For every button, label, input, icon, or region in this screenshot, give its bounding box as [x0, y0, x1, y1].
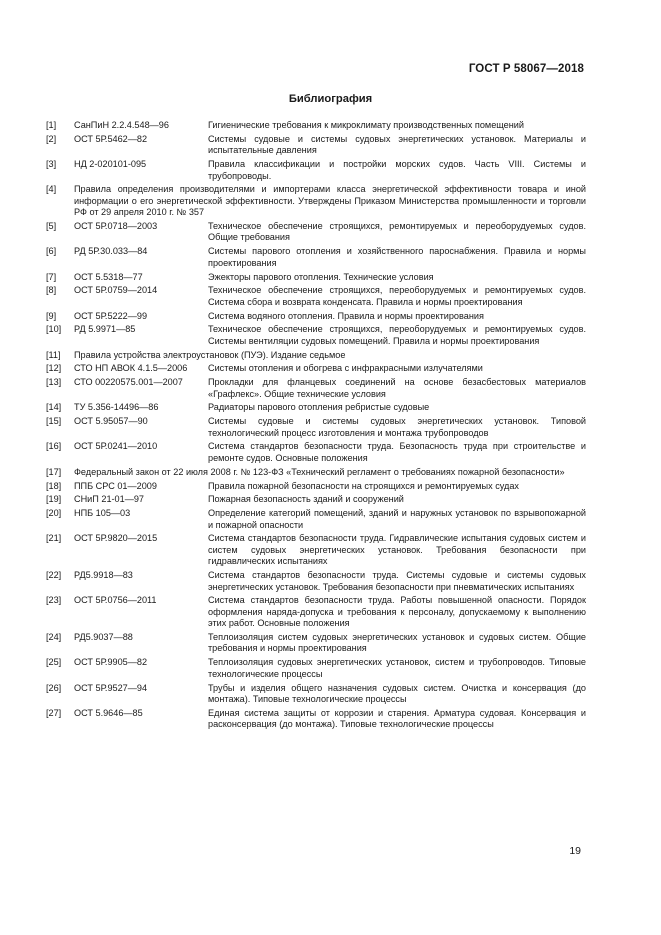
entry-title: Техническое обеспечение строящихся, переоборудуемых и ремонтируемых судов. Система сбора и возврата конденсата. Правила и нормы проектирования [208, 285, 586, 307]
entry-title: Гигиенические требования к микроклимату производственных помещений [208, 120, 524, 130]
entry-number: [11] [46, 349, 61, 360]
entry-number: [21] [46, 533, 62, 544]
entry-code: ОСТ 5Р.5222—99 [74, 310, 148, 321]
entry-title: Системы отопления и обогрева с инфракрасными излучателями [208, 363, 483, 374]
entry-number: [13] [46, 377, 62, 388]
bibliography-entry [46, 570, 586, 593]
entry-title: Правила классификации и постройки морских судов. Часть VIII. Системы и трубопроводы. [208, 159, 586, 181]
entry-title: Системы парового отопления и хозяйственного пароснабжения. Правила и нормы проектирования [208, 246, 586, 268]
page-number: 19 [569, 845, 581, 857]
entry-number: [16] [46, 441, 62, 452]
bibliography-entry [46, 285, 586, 308]
entry-title: Единая система защиты от коррозии и старения. Арматура судовая. Консервация и расконсервация (до монтажа). Типовые технологические процессы [208, 707, 586, 730]
entry-code: ОСТ 5Р.9905—82 [74, 657, 148, 668]
entry-code: СТО 00220575.001—2007 [74, 377, 183, 388]
entry-code: СанПиН 2.2.4.548—96 [74, 120, 169, 130]
entry-number: [25] [46, 657, 62, 668]
entry-number: [5] [46, 221, 57, 231]
bibliography-entry [46, 595, 586, 629]
bibliography-entry [46, 134, 586, 157]
entry-title: Теплоизоляция судовых энергетических установок, систем и трубопроводов. Типовые технологические процессы [208, 657, 586, 679]
entry-number: [18] [46, 480, 62, 491]
entry-number: [19] [46, 494, 62, 505]
bibliography-entry [46, 481, 586, 492]
bibliography-entry [46, 683, 586, 706]
entry-title: Системы судовые и системы судовых энергетических установок. Типовой технологический процесс изготовления и монтажа трубопроводов [208, 416, 586, 438]
entry-code: ППБ СРС 01—2009 [74, 480, 157, 491]
entry-code: НПБ 105—03 [74, 508, 131, 519]
entry-number: [9] [46, 310, 57, 321]
entry-number: [4] [46, 184, 57, 195]
entry-number: [10] [46, 324, 62, 335]
entry-number: [26] [46, 682, 62, 693]
entry-number: [20] [46, 508, 62, 519]
entry-title: Системы судовые и системы судовых энергетических установок. Материалы и испытательные давления [208, 133, 586, 156]
bibliography-entry [46, 402, 586, 413]
bibliography-entry [46, 467, 586, 478]
entry-code: РД5.9037—88 [74, 632, 133, 643]
entry-code: ОСТ 5Р.0718—2003 [74, 221, 158, 231]
bibliography-list [46, 120, 586, 733]
entry-code: ОСТ 5Р.0759—2014 [74, 285, 158, 296]
entry-title: Эжекторы парового отопления. Технические условия [208, 271, 434, 282]
entry-title: Федеральный закон от 22 июля 2008 г. № 123-ФЗ «Технический регламент о требованиях пожарной безопасности» [74, 466, 565, 477]
entry-code: ОСТ 5Р.9527—94 [74, 682, 148, 693]
bibliography-entry [46, 441, 586, 464]
entry-title: Правила устройства электроустановок (ПУЭ). Издание седьмое [74, 349, 346, 360]
entry-number: [6] [46, 246, 57, 257]
bibliography-entry [46, 311, 586, 322]
entry-code: ТУ 5.356-14496—86 [74, 402, 159, 413]
section-title: Библиография [288, 93, 373, 105]
entry-code: СТО НП АВОК 4.1.5—2006 [74, 363, 188, 374]
entry-number: [14] [46, 402, 62, 413]
entry-title: Пожарная безопасность зданий и сооружений [208, 494, 404, 505]
entry-number: [7] [46, 271, 57, 282]
bibliography-entry [46, 377, 586, 400]
bibliography-entry [46, 246, 586, 269]
bibliography-entry [46, 494, 586, 505]
bibliography-entry [46, 120, 586, 131]
bibliography-entry [46, 416, 586, 439]
entry-title: Теплоизоляция систем судовых энергетических установок и судовых систем. Общие требования и нормы проектирования [208, 632, 586, 654]
entry-title: Техническое обеспечение строящихся, ремонтируемых и переоборудуемых судов. Общие требования [208, 221, 586, 243]
bibliography-entry [46, 272, 586, 283]
entry-title: Система стандартов безопасности труда. Безопасность труда при строительстве и ремонте судов. Основные положения [208, 441, 586, 463]
entry-code: РД5.9918—83 [74, 570, 133, 581]
entry-number: [1] [46, 120, 57, 130]
bibliography-entry [46, 184, 586, 218]
bibliography-entry [46, 350, 586, 361]
entry-title: Правила определения производителями и импортерами класса энергетической эффективности товара и иной информации о его энергетической эффективности. Утверждены Приказом Министерства промышленности и торговли РФ от 29 апреля 2010 г. № 357 [74, 184, 586, 218]
entry-code: ОСТ 5Р.0241—2010 [74, 441, 158, 452]
bibliography-entry [46, 708, 586, 731]
entry-title: Определение категорий помещений, зданий и наружных установок по взрывопожарной и пожарной опасности [208, 508, 586, 530]
bibliography-entry [46, 324, 586, 347]
entry-number: [2] [46, 133, 57, 144]
entry-title: Радиаторы парового отопления ребристые судовые [208, 402, 430, 413]
entry-code: НД 2-020101-095 [74, 159, 147, 170]
entry-code: СНиП 21-01—97 [74, 494, 144, 505]
entry-code: РД 5Р.30.033—84 [74, 246, 148, 257]
bibliography-entry [46, 221, 586, 244]
entry-number: [27] [46, 707, 62, 718]
entry-number: [12] [46, 363, 62, 374]
entry-code: ОСТ 5.5318—77 [74, 271, 143, 282]
bibliography-entry [46, 533, 586, 567]
entry-number: [24] [46, 632, 62, 643]
bibliography-entry [46, 632, 586, 655]
entry-title: Система стандартов безопасности труда. Работы повышенной опасности. Порядок оформления наряда-допуска и требования к персоналу, допускаемому к выполнению этих работ. Основные положения [208, 595, 586, 629]
entry-number: [3] [46, 159, 57, 170]
bibliography-entry [46, 508, 586, 531]
entry-code: РД 5.9971—85 [74, 324, 136, 335]
entry-code: ОСТ 5Р.0756—2011 [74, 595, 157, 606]
entry-title: Трубы и изделия общего назначения судовых систем. Очистка и консервация (до монтажа). Типовые технологические процессы [208, 682, 586, 704]
entry-number: [8] [46, 285, 57, 296]
entry-title: Система стандартов безопасности труда. Системы судовые и системы судовых энергетических установок. Требования безопасности при пневматических испытаниях [208, 570, 586, 592]
bibliography-entry [46, 363, 586, 374]
entry-title: Система водяного отопления. Правила и нормы проектирования [208, 310, 484, 321]
bibliography-entry [46, 159, 586, 182]
document-id: ГОСТ Р 58067—2018 [468, 63, 584, 75]
entry-number: [15] [46, 416, 62, 427]
entry-title: Правила пожарной безопасности на строящихся и ремонтируемых судах [208, 480, 519, 491]
entry-code: ОСТ 5Р.5462—82 [74, 133, 148, 144]
entry-title: Прокладки для фланцевых соединений на основе безасбестовых материалов «Графлекс». Общие технические условия [208, 377, 586, 399]
entry-number: [23] [46, 595, 62, 606]
entry-code: ОСТ 5Р.9820—2015 [74, 533, 158, 544]
entry-code: ОСТ 5.9646—85 [74, 707, 143, 718]
bibliography-entry [46, 657, 586, 680]
entry-number: [17] [46, 466, 62, 477]
entry-code: ОСТ 5.95057—90 [74, 416, 148, 427]
entry-number: [22] [46, 570, 62, 581]
entry-title: Система стандартов безопасности труда. Гидравлические испытания судовых систем и систем судовых энергетических установок. Требования безопасности при гидравлических испытаниях [208, 533, 586, 567]
entry-title: Техническое обеспечение строящихся, переоборудуемых и ремонтируемых судов. Системы вентиляции судовых помещений. Правила и нормы проектирования [208, 324, 586, 346]
